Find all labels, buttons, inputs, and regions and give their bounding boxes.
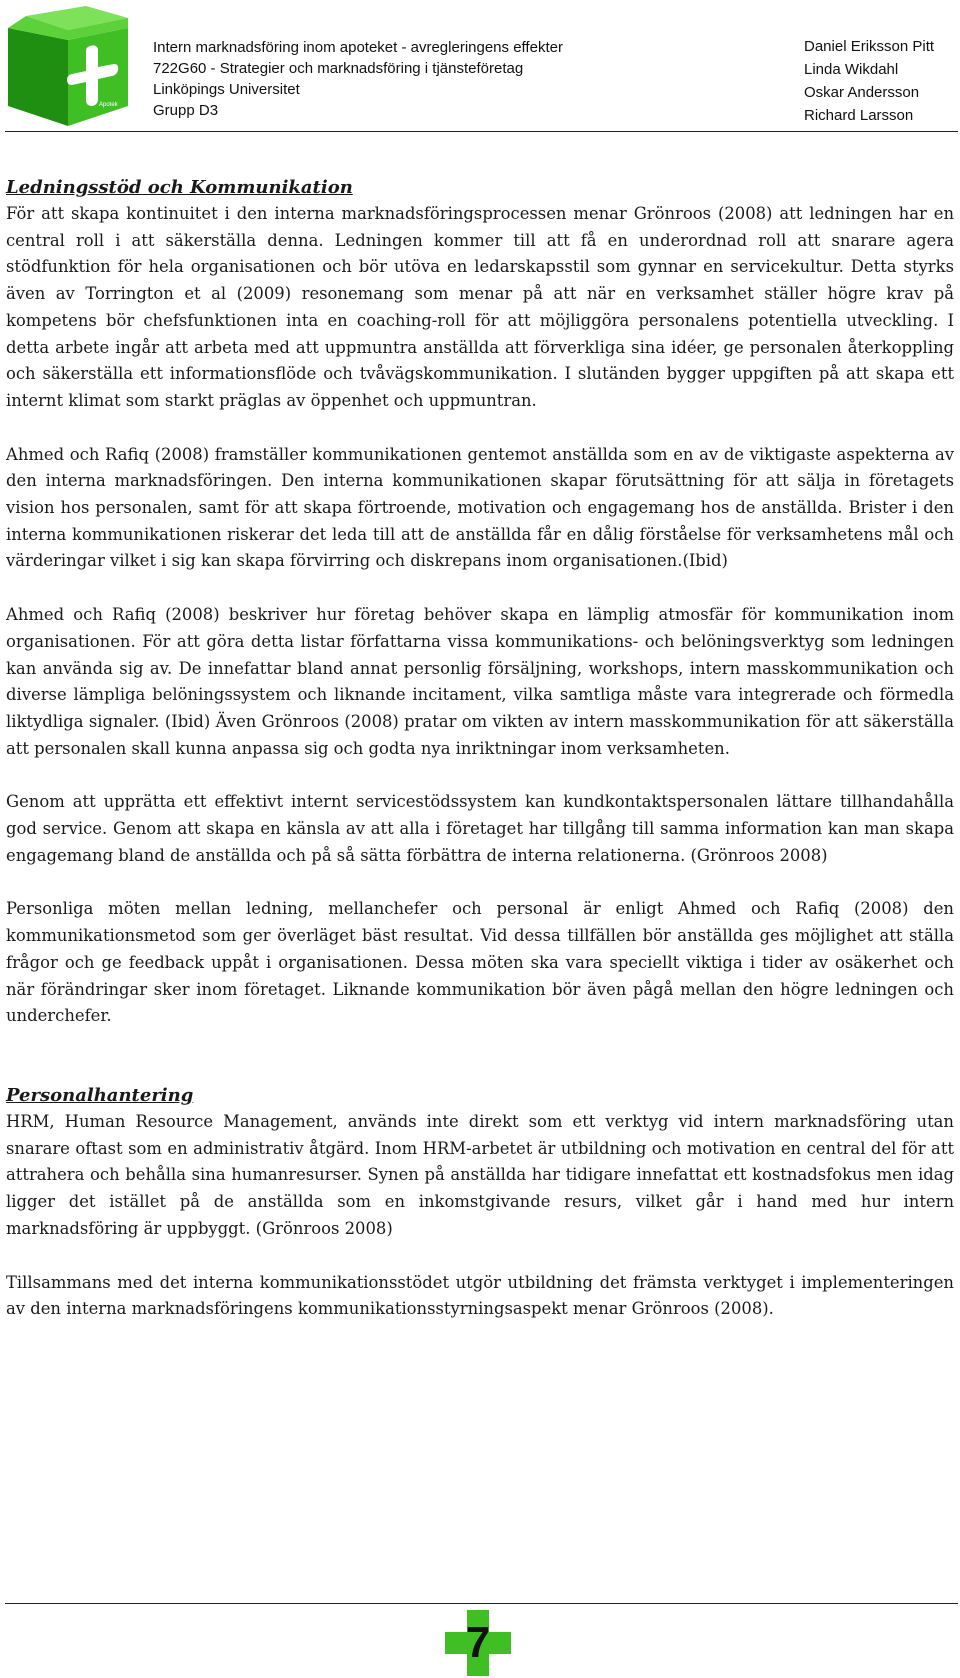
author: Richard Larsson	[804, 107, 914, 124]
page-header	[0, 0, 960, 140]
paragraph: Tillsammans med det interna kommunikationsstödet utgör utbildning det främsta verktyget i implementeringen av den interna marknadsföringens kommunikationsstyrningsaspekt menar Grönroos (2008).	[6, 1272, 954, 1319]
report-title: Intern marknadsföring inom apoteket - avregleringens effekter	[153, 39, 563, 56]
section-personalhantering	[6, 1083, 954, 1323]
paragraph: Ahmed och Rafiq (2008) beskriver hur företag behöver skapa en lämplig atmosfär för kommunikation inom organisationen. För att göra detta listar författarna vissa kommunikations- och belöningsverktyg som ledningen kan använda sig av. De innefattar bland annat personlig försäljning, workshops, intern masskommunikation och diverse lämpliga belöningssystem och liknande incitament, vilka samtliga måste vara integrerade och förmedla liktydliga signaler. (Ibid) Även Grönroos (2008) pratar om vikten av intern masskommunikation för att säkerställa att personalen skall kunna anpassa sig och godta nya inriktningar inom verksamheten.	[6, 605, 954, 758]
logo-text: Apotek	[99, 102, 118, 108]
footer-divider	[5, 1603, 958, 1604]
document-body	[6, 175, 954, 1323]
paragraph: För att skapa kontinuitet i den interna marknadsföringsprocessen menar Grönroos (2008) att ledningen har en central roll i att säkerställa denna. Ledningen kommer till att få en underordnad roll att snarare agera stödfunktion för hela organisationen och bör utöva en ledarskapsstil som gynnar en servicekultur. Detta styrks även av Torrington et al (2009) resonemang som menar på att när en verksamhet ställer högre krav på kompetens bör chefsfunktionen inta en coaching-roll för att möjliggöra personalens potentiella utveckling. I detta arbete ingår att arbeta med att uppmuntra anställda att förverkliga sina idéer, ge personalen återkoppling och säkerställa ett informationsflöde och tvåvägskommunikation. I slutänden bygger uppgiften på att skapa ett internt klimat som starkt präglas av öppenhet och uppmuntran.	[6, 204, 954, 410]
author-list	[804, 35, 934, 127]
section-heading: Ledningsstöd och Kommunikation	[6, 177, 353, 198]
page-number: 7	[465, 1618, 491, 1667]
paragraph: Personliga möten mellan ledning, mellanchefer och personal är enligt Ahmed och Rafiq (2008) den kommunikationsmetod som ger överläget bäst resultat. Vid dessa tillfällen bör anställda ges möjlighet att ställa frågor och ge feedback uppåt i organisationen. Dessa möten ska vara speciellt viktiga i tider av osäkerhet och när förändringar sker inom företaget. Liknande kommunikation bör även pågå mellan den högre ledningen och underchefer.	[6, 899, 954, 1026]
author: Oskar Andersson	[804, 84, 920, 101]
group-name: Grupp D3	[153, 102, 219, 119]
author: Daniel Eriksson Pitt	[804, 38, 935, 55]
paragraph: HRM, Human Resource Management, används inte direkt som ett verktyg vid intern marknadsföring utan snarare oftast som en administrativ åtgärd. Inom HRM-arbetet är utbildning och motivation en central del för att attrahera och behålla sina humanresurser. Synen på anställda har tidigare innefattat ett kostnadsfokus men idag ligger det istället på de anställda som en inkomstgivande resurs, vilket går i hand med hur intern marknadsföring är uppbyggt. (Grönroos 2008)	[6, 1111, 954, 1238]
course-name: 722G60 - Strategier och marknadsföring i tjänsteföretag	[153, 60, 524, 77]
section-heading: Personalhantering	[6, 1084, 194, 1106]
paragraph: Genom att upprätta ett effektivt internt servicestödssystem kan kundkontaktspersonalen lättare tillhandahålla god service. Genom att skapa en känsla av att alla i företaget har tillgång till samma information kan man skapa engagemang bland de anställda och på så sätta förbättra de interna relationerna. (Grönroos 2008)	[6, 792, 954, 865]
paragraph: Ahmed och Rafiq (2008) framställer kommunikationen gentemot anställda som en av de viktigaste aspekterna av den interna marknadsföringen. Den interna kommunikationen skapar förutsättning för att sälja in företagets vision hos personalen, samt för att skapa förtroende, motivation och engagemang hos de anställda. Brister i den interna kommunikationen riskerar det leda till att de anställda får en dålig förståelse för verksamhetens mål och värderingar vilket i sig kan skapa förvirring och diskrepans inom organisationen.(Ibid)	[6, 444, 954, 571]
page-number-badge	[445, 1610, 511, 1676]
section-ledningsstod	[6, 175, 954, 1030]
green-cube-pharmacy-cross-logo	[4, 2, 134, 130]
author: Linda Wikdahl	[804, 61, 899, 78]
header-divider	[5, 131, 958, 132]
course-info	[153, 37, 563, 121]
university-name: Linköpings Universitet	[153, 81, 300, 98]
